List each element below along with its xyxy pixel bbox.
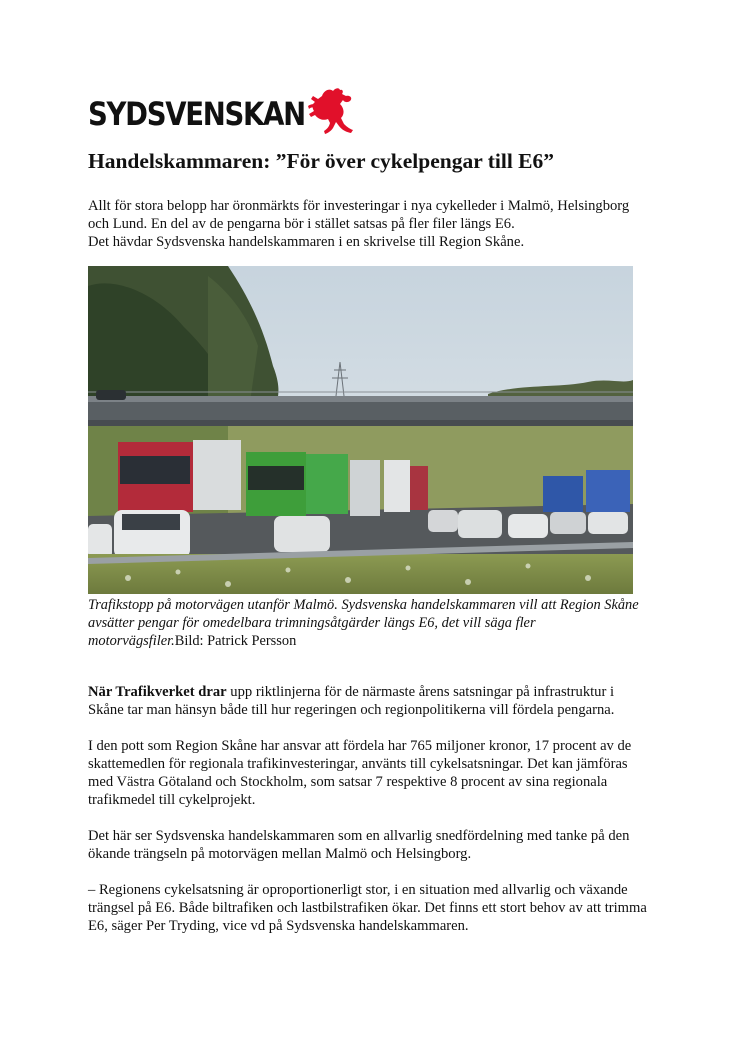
caption-credit: Bild: Patrick Persson <box>174 633 297 649</box>
body-kicker: När Trafikverket drar <box>88 684 227 700</box>
body-paragraph: – Regionens cykelsatsning är oproportionerligt stor, i en situation med allvarlig och växande trängsel på E6. Både biltrafiken och lastbilstrafiken ökar. Det finns ett stort behov av att trimma E6, säger Per Tryding, vice vd på Sydsvenska handelskammaren. <box>88 882 647 934</box>
griffin-icon <box>306 86 356 138</box>
article-photo <box>88 266 633 594</box>
body-paragraph: Det här ser Sydsvenska handelskammaren som en allvarlig snedfördelning med tanke på den ökande trängseln på motorvägen mellan Malmö och Helsingborg. <box>88 828 630 862</box>
body-paragraph: I den pott som Region Skåne har ansvar att fördela har 765 miljoner kronor, 17 procent av de skattemedlen för regionala trafikinvesteringar, använts till cykelsatsningar. Det kan jämföras med Västra Götaland och Stockholm, som satsar 7 respektive 8 procent av sina regionala trafikmedel till cykelprojekt. <box>88 738 632 808</box>
masthead <box>88 86 340 142</box>
lead-paragraph: Allt för stora belopp har öronmärkts för investeringar i nya cykelleder i Malmö, Helsingborg och Lund. En del av de pengarna bör i stället satsas på fler filer längs E6. <box>88 198 630 232</box>
article-lead <box>88 197 648 251</box>
caption-text: Trafikstopp på motorvägen utanför Malmö. Sydsvenska handelskammaren vill att Region Skåne avsätter pengar för omedelbara trimningsåtgärder längs E6, det vill säga fler motorvägsfiler. <box>88 597 639 649</box>
body-paragraph-text: upp riktlinjerna för de närmaste årens satsningar på infrastruktur i Skåne tar man hänsyn både till hur regeringen och regionpolitikerna vill fördela pengarna. <box>88 684 615 718</box>
body-paragraph <box>88 683 648 719</box>
article-headline: Handelskammaren: ”För över cykelpengar till E6” <box>88 149 555 173</box>
article-body <box>88 683 648 953</box>
photo-caption <box>88 596 648 650</box>
lead-paragraph: Det hävdar Sydsvenska handelskammaren i en skrivelse till Region Skåne. <box>88 234 525 250</box>
masthead-logo-text: SYDSVENSKAN <box>88 95 305 133</box>
